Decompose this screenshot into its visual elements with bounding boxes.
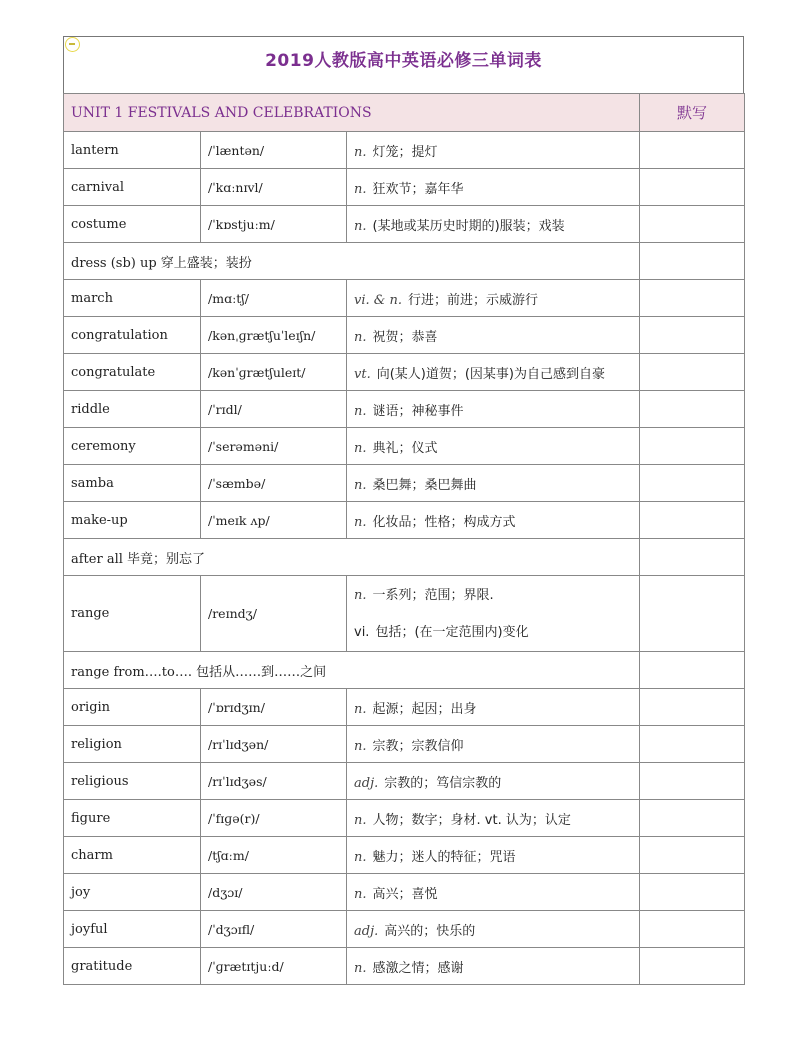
meaning-cell bbox=[347, 837, 640, 874]
dictation-cell[interactable] bbox=[640, 391, 745, 428]
phrase-text: range from….to…. 包括从……到……之间 bbox=[64, 652, 640, 689]
word-cell: joyful bbox=[64, 911, 201, 948]
part-of-speech: vi. bbox=[354, 624, 370, 640]
meaning-text: 向(某人)道贺；(因某事)为自己感到自豪 bbox=[376, 366, 605, 382]
phonetic-cell: /ˈserəməni/ bbox=[201, 428, 347, 465]
edit-marker-icon bbox=[65, 37, 80, 52]
title-row bbox=[63, 36, 744, 93]
dictation-cell[interactable] bbox=[640, 428, 745, 465]
word-row bbox=[64, 763, 745, 800]
word-row bbox=[64, 428, 745, 465]
part-of-speech: n. bbox=[354, 477, 367, 493]
dictation-cell[interactable] bbox=[640, 132, 745, 169]
part-of-speech: n. bbox=[354, 812, 367, 828]
word-row bbox=[64, 911, 745, 948]
word-row bbox=[64, 391, 745, 428]
phonetic-cell: /ˈrɪdl/ bbox=[201, 391, 347, 428]
meaning-cell bbox=[347, 689, 640, 726]
meaning-cell bbox=[347, 465, 640, 502]
phonetic-cell: /reɪndʒ/ bbox=[201, 576, 347, 652]
phonetic-cell: /rɪˈlɪdʒəs/ bbox=[201, 763, 347, 800]
dictation-cell[interactable] bbox=[640, 874, 745, 911]
meaning-cell bbox=[347, 502, 640, 539]
phonetic-cell: /kənˈɡrætʃuleɪt/ bbox=[201, 354, 347, 391]
dictation-cell[interactable] bbox=[640, 800, 745, 837]
word-cell: carnival bbox=[64, 169, 201, 206]
meaning-text: 桑巴舞；桑巴舞曲 bbox=[372, 477, 477, 493]
part-of-speech: n. bbox=[354, 440, 367, 456]
word-cell: figure bbox=[64, 800, 201, 837]
meaning-text: 典礼；仪式 bbox=[372, 440, 438, 456]
part-of-speech: n. bbox=[354, 181, 367, 197]
part-of-speech: n. bbox=[354, 144, 367, 160]
dictation-cell[interactable] bbox=[640, 502, 745, 539]
dictation-cell[interactable] bbox=[640, 837, 745, 874]
meaning-cell bbox=[347, 726, 640, 763]
meaning-text: 感激之情；感谢 bbox=[372, 960, 464, 976]
part-of-speech: n. bbox=[354, 329, 367, 345]
meaning-cell bbox=[347, 576, 640, 652]
dictation-cell[interactable] bbox=[640, 169, 745, 206]
word-cell: religion bbox=[64, 726, 201, 763]
unit-title bbox=[64, 94, 640, 132]
dictation-cell[interactable] bbox=[640, 206, 745, 243]
part-of-speech: vi. & n. bbox=[354, 292, 402, 308]
meaning-cell bbox=[347, 800, 640, 837]
phonetic-cell: /ˈɡrætɪtjuːd/ bbox=[201, 948, 347, 985]
word-cell: march bbox=[64, 280, 201, 317]
dictation-cell[interactable] bbox=[640, 689, 745, 726]
dictation-cell[interactable] bbox=[640, 911, 745, 948]
word-row bbox=[64, 502, 745, 539]
word-cell: religious bbox=[64, 763, 201, 800]
meaning-text: 高兴的；快乐的 bbox=[384, 923, 476, 939]
meaning-text: 起源；起因；出身 bbox=[372, 701, 477, 717]
phonetic-cell: /mɑːtʃ/ bbox=[201, 280, 347, 317]
word-row bbox=[64, 317, 745, 354]
phrase-text: dress (sb) up 穿上盛装；装扮 bbox=[64, 243, 640, 280]
word-row bbox=[64, 837, 745, 874]
dictation-cell[interactable] bbox=[640, 539, 745, 576]
meaning-cell bbox=[347, 169, 640, 206]
unit-title-text: UNIT 1 FESTIVALS AND CELEBRATIONS bbox=[71, 104, 372, 121]
word-row bbox=[64, 874, 745, 911]
word-row bbox=[64, 465, 745, 502]
part-of-speech: adj. bbox=[354, 775, 379, 791]
part-of-speech: adj. bbox=[354, 923, 379, 939]
phonetic-cell: /ˈɒrɪdʒɪn/ bbox=[201, 689, 347, 726]
meaning-text: 一系列；范围；界限. bbox=[372, 587, 494, 603]
part-of-speech: n. bbox=[354, 403, 367, 419]
meaning-cell bbox=[347, 354, 640, 391]
dictation-cell[interactable] bbox=[640, 243, 745, 280]
meaning-cell bbox=[347, 280, 640, 317]
phrase-row bbox=[64, 243, 745, 280]
part-of-speech: n. bbox=[354, 738, 367, 754]
word-row bbox=[64, 800, 745, 837]
word-row bbox=[64, 726, 745, 763]
word-cell: joy bbox=[64, 874, 201, 911]
meaning-text: 化妆品；性格；构成方式 bbox=[372, 514, 516, 530]
word-row bbox=[64, 169, 745, 206]
dictation-cell[interactable] bbox=[640, 354, 745, 391]
phonetic-cell: /ˈkɑːnɪvl/ bbox=[201, 169, 347, 206]
word-cell: gratitude bbox=[64, 948, 201, 985]
word-cell: samba bbox=[64, 465, 201, 502]
meaning-text: 人物；数字；身材. vt. 认为；认定 bbox=[372, 812, 571, 828]
vocabulary-sheet bbox=[63, 36, 744, 985]
meaning-text: 行进；前进；示威游行 bbox=[407, 292, 538, 308]
phonetic-cell: /rɪˈlɪdʒən/ bbox=[201, 726, 347, 763]
unit-header-row bbox=[64, 94, 745, 132]
part-of-speech: vt. bbox=[354, 366, 371, 382]
meaning-text: 高兴；喜悦 bbox=[372, 886, 438, 902]
meaning-text: 魅力；迷人的特征；咒语 bbox=[372, 849, 516, 865]
phrase-row bbox=[64, 652, 745, 689]
phonetic-cell: /kənˌɡrætʃuˈleɪʃn/ bbox=[201, 317, 347, 354]
word-cell: riddle bbox=[64, 391, 201, 428]
phonetic-cell: /dʒɔɪ/ bbox=[201, 874, 347, 911]
word-cell: charm bbox=[64, 837, 201, 874]
meaning-text: 包括；(在一定范围内)变化 bbox=[375, 624, 529, 640]
phrase-text: after all 毕竟；别忘了 bbox=[64, 539, 640, 576]
meaning-cell bbox=[347, 948, 640, 985]
phonetic-cell: /ˈsæmbə/ bbox=[201, 465, 347, 502]
word-cell: lantern bbox=[64, 132, 201, 169]
meaning-cell bbox=[347, 132, 640, 169]
word-row bbox=[64, 948, 745, 985]
word-cell: range bbox=[64, 576, 201, 652]
meaning-cell bbox=[347, 391, 640, 428]
meaning-cell bbox=[347, 763, 640, 800]
dictation-cell[interactable] bbox=[640, 576, 745, 652]
meaning-text: 谜语；神秘事件 bbox=[372, 403, 464, 419]
phonetic-cell: /tʃɑːm/ bbox=[201, 837, 347, 874]
meaning-cell bbox=[347, 874, 640, 911]
part-of-speech: n. bbox=[354, 218, 367, 234]
part-of-speech: n. bbox=[354, 886, 367, 902]
dictation-header: 默写 bbox=[640, 94, 745, 132]
word-cell: ceremony bbox=[64, 428, 201, 465]
meaning-cell bbox=[347, 317, 640, 354]
dictation-cell[interactable] bbox=[640, 763, 745, 800]
meaning-text: 宗教；宗教信仰 bbox=[372, 738, 464, 754]
meaning-text: 宗教的；笃信宗教的 bbox=[384, 775, 502, 791]
meaning-text: 狂欢节；嘉年华 bbox=[372, 181, 464, 197]
phonetic-cell: /ˈlæntən/ bbox=[201, 132, 347, 169]
dictation-cell[interactable] bbox=[640, 948, 745, 985]
meaning-cell bbox=[347, 428, 640, 465]
part-of-speech: n. bbox=[354, 701, 367, 717]
part-of-speech: n. bbox=[354, 849, 367, 865]
dictation-cell[interactable] bbox=[640, 652, 745, 689]
word-row bbox=[64, 280, 745, 317]
phonetic-cell: /ˈmeɪk ʌp/ bbox=[201, 502, 347, 539]
dictation-cell[interactable] bbox=[640, 726, 745, 763]
word-cell: congratulate bbox=[64, 354, 201, 391]
phonetic-cell: /ˈfɪɡə(r)/ bbox=[201, 800, 347, 837]
word-row bbox=[64, 689, 745, 726]
word-row bbox=[64, 206, 745, 243]
word-row bbox=[64, 354, 745, 391]
word-cell: costume bbox=[64, 206, 201, 243]
meaning-text: (某地或某历史时期的)服装；戏装 bbox=[372, 218, 565, 234]
part-of-speech: n. bbox=[354, 514, 367, 530]
phonetic-cell: /ˈdʒɔɪfl/ bbox=[201, 911, 347, 948]
meaning-text: 灯笼；提灯 bbox=[372, 144, 438, 160]
word-cell: origin bbox=[64, 689, 201, 726]
word-cell: congratulation bbox=[64, 317, 201, 354]
word-cell: make-up bbox=[64, 502, 201, 539]
dictation-cell[interactable] bbox=[640, 280, 745, 317]
meaning-cell bbox=[347, 911, 640, 948]
dictation-cell[interactable] bbox=[640, 465, 745, 502]
vocabulary-table bbox=[63, 93, 745, 985]
phrase-row bbox=[64, 539, 745, 576]
word-row bbox=[64, 576, 745, 652]
page-title: 2019人教版高中英语必修三单词表 bbox=[265, 51, 542, 71]
word-row bbox=[64, 132, 745, 169]
part-of-speech: n. bbox=[354, 960, 367, 976]
part-of-speech: n. bbox=[354, 587, 367, 603]
dictation-cell[interactable] bbox=[640, 317, 745, 354]
meaning-text: 祝贺；恭喜 bbox=[372, 329, 438, 345]
phonetic-cell: /ˈkɒstjuːm/ bbox=[201, 206, 347, 243]
meaning-cell bbox=[347, 206, 640, 243]
